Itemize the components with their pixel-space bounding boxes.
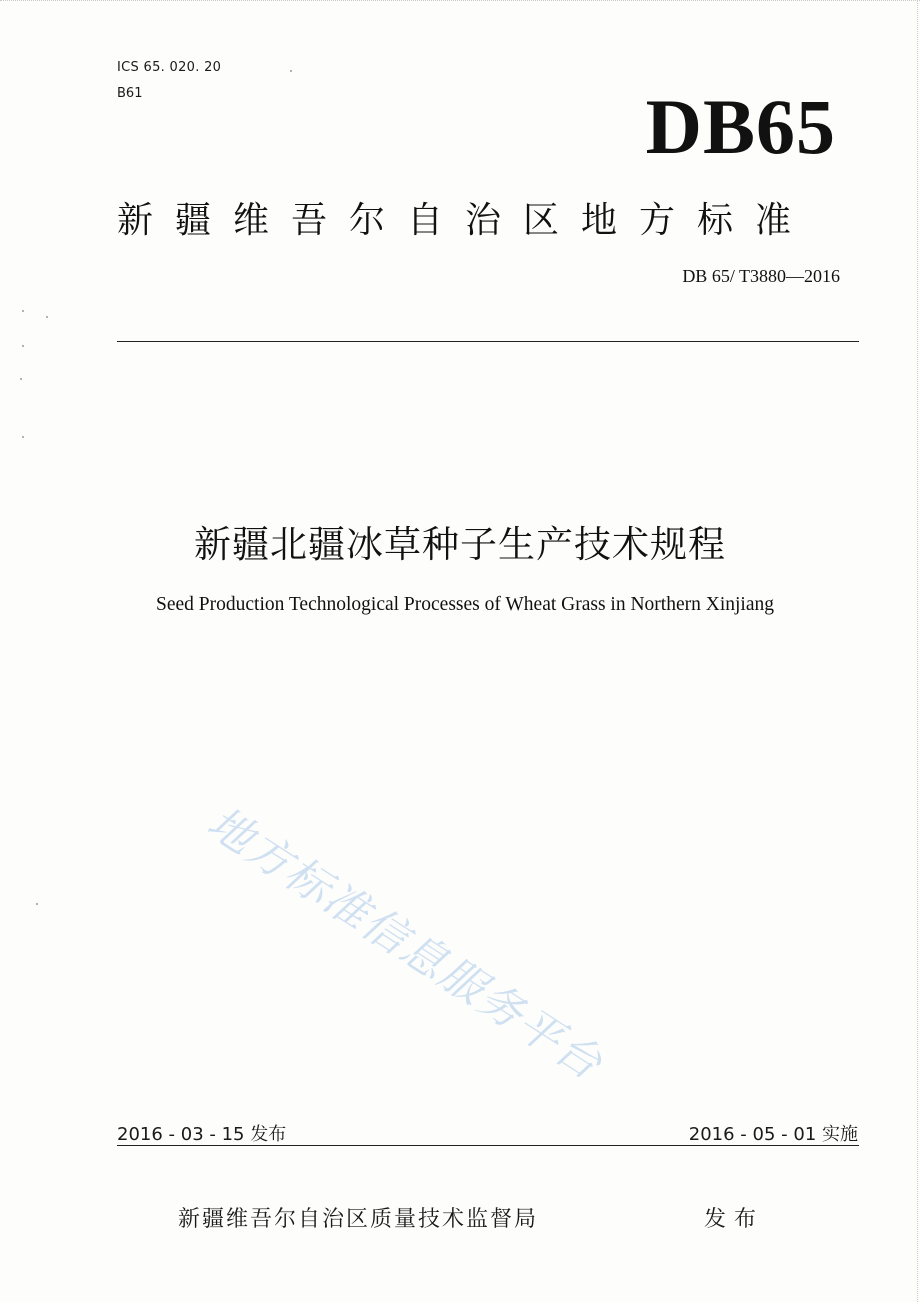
footer-divider — [117, 1145, 859, 1146]
standard-number: DB 65/ T3880—2016 — [682, 266, 840, 286]
scan-speck — [46, 316, 48, 318]
issue-date: 2016 - 03 - 15 发布 — [117, 1124, 287, 1145]
ics-code: ICS 65. 020. 20 — [117, 60, 222, 75]
scan-speck — [290, 70, 292, 72]
document-title-english: Seed Production Technological Processes of Wheat Grass in Northern Xinjiang — [156, 594, 774, 615]
header-divider — [117, 341, 859, 342]
watermark: 地方标准信息服务平台 — [198, 797, 612, 1091]
issuing-authority: 新疆维吾尔自治区质量技术监督局 — [178, 1207, 539, 1232]
implementation-date: 2016 - 05 - 01 实施 — [688, 1124, 858, 1145]
scan-speck — [22, 436, 24, 438]
document-title-chinese: 新疆北疆冰草种子生产技术规程 — [194, 523, 726, 566]
scan-speck — [22, 345, 24, 347]
scan-speck — [36, 903, 38, 905]
standard-type-label: 新疆维吾尔自治区地方标准 — [117, 200, 814, 241]
scan-edge-top — [0, 0, 920, 4]
classification-code: B61 — [117, 86, 143, 101]
scan-edge-right — [913, 0, 918, 1302]
scan-speck — [20, 378, 22, 380]
db65-logo: DB65 — [645, 83, 836, 170]
scan-speck — [22, 310, 24, 312]
issuing-action: 发布 — [704, 1207, 765, 1232]
